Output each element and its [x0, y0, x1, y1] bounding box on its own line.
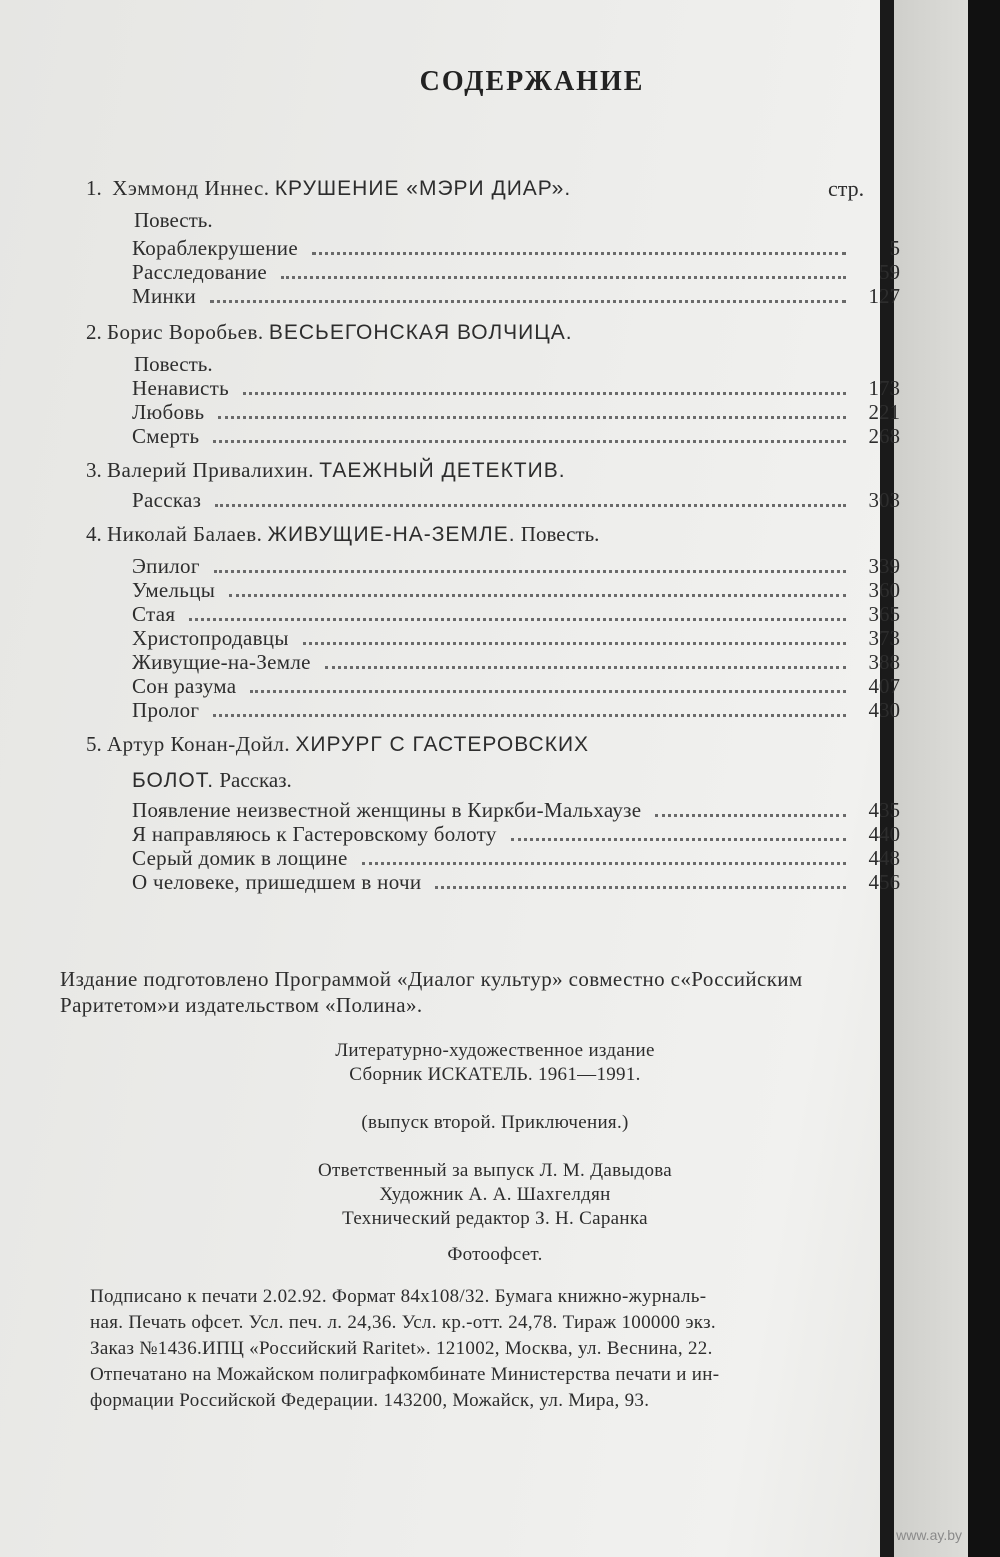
page-title: СОДЕРЖАНИЕ	[419, 66, 645, 97]
toc-row[interactable]: Минки 127	[132, 284, 900, 308]
artist-credit: Художник А. А. Шахгелдян	[379, 1184, 611, 1205]
toc-row[interactable]: Стая 365	[132, 602, 900, 626]
toc-row[interactable]: Любовь 221	[132, 400, 900, 424]
responsible-editor: Ответственный за выпуск Л. М. Давыдова	[317, 1160, 673, 1181]
page-column-label: стр.	[828, 176, 865, 201]
collection-title: Сборник ИСКАТЕЛЬ. 1961—1991.	[349, 1064, 641, 1085]
toc-row[interactable]: Сон разума 407	[132, 674, 900, 698]
section-heading: 1. Хэммонд Иннес. КРУШЕНИЕ «МЭРИ ДИАР».	[86, 176, 572, 200]
section-heading-continued: БОЛОТ. Рассказ.	[132, 768, 292, 792]
section-subtitle: Повесть.	[134, 208, 213, 232]
toc-row[interactable]: Живущие-на-Земле 388	[132, 650, 900, 674]
toc-row[interactable]: Христопродавцы 373	[132, 626, 900, 650]
imprint-line: формации Российской Федерации. 143200, Можайск, ул. Мира, 93.	[90, 1390, 650, 1411]
imprint-line: Заказ №1436.ИПЦ «Российский Raritet». 121002, Москва, ул. Веснина, 22.	[90, 1338, 713, 1359]
section-heading: 3. Валерий Привалихин. ТАЕЖНЫЙ ДЕТЕКТИВ.	[86, 458, 566, 482]
publication-notice: Издание подготовлено Программой «Диалог культур» совместно с«Российским Раритетом»и издательством «Полина».	[60, 967, 803, 1017]
toc-row[interactable]: Смерть 268	[132, 424, 900, 448]
toc-row[interactable]: Ненависть 173	[132, 376, 900, 400]
print-method: Фотоофсет.	[447, 1244, 543, 1265]
toc-row[interactable]: О человеке, пришедшем в ночи 456	[132, 870, 900, 894]
imprint-line: ная. Печать офсет. Усл. печ. л. 24,36. Усл. кр.-отт. 24,78. Тираж 100000 экз.	[90, 1312, 716, 1333]
section-heading: 4. Николай Балаев. ЖИВУЩИЕ-НА-ЗЕМЛЕ. Повесть.	[86, 522, 600, 546]
toc-row[interactable]: Пролог 430	[132, 698, 900, 722]
toc-row[interactable]: Умельцы 360	[132, 578, 900, 602]
imprint-line: Отпечатано на Можайском полиграфкомбинате Министерства печати и ин-	[90, 1364, 720, 1385]
toc-row[interactable]: Расследование 59	[132, 260, 900, 284]
section-subtitle: Повесть.	[134, 352, 213, 376]
page-shadow	[968, 0, 1000, 1557]
watermark: www.ay.by	[896, 1527, 962, 1543]
toc-row[interactable]: Кораблекрушение 5	[132, 236, 900, 260]
toc-row[interactable]: Появление неизвестной женщины в Киркби-Мальхаузе 435	[132, 798, 900, 822]
issue-note: (выпуск второй. Приключения.)	[361, 1112, 629, 1133]
section-heading: 2. Борис Воробьев. ВЕСЬЕГОНСКАЯ ВОЛЧИЦА.	[86, 320, 573, 344]
toc-row[interactable]: Рассказ 303	[132, 488, 900, 512]
edition-type: Литературно-художественное издание	[335, 1040, 655, 1061]
tech-editor-credit: Технический редактор З. Н. Саранка	[342, 1208, 648, 1229]
toc-row[interactable]: Серый домик в лощине 448	[132, 846, 900, 870]
imprint-block	[90, 1284, 920, 1414]
imprint-line: Подписано к печати 2.02.92. Формат 84x108/32. Бумага книжно-журналь-	[90, 1286, 707, 1307]
toc-row[interactable]: Я направляюсь к Гастеровскому болоту 440	[132, 822, 900, 846]
section-heading: 5. Артур Конан-Дойл. ХИРУРГ С ГАСТЕРОВСКИХ	[86, 732, 590, 756]
toc-row[interactable]: Эпилог 339	[132, 554, 900, 578]
